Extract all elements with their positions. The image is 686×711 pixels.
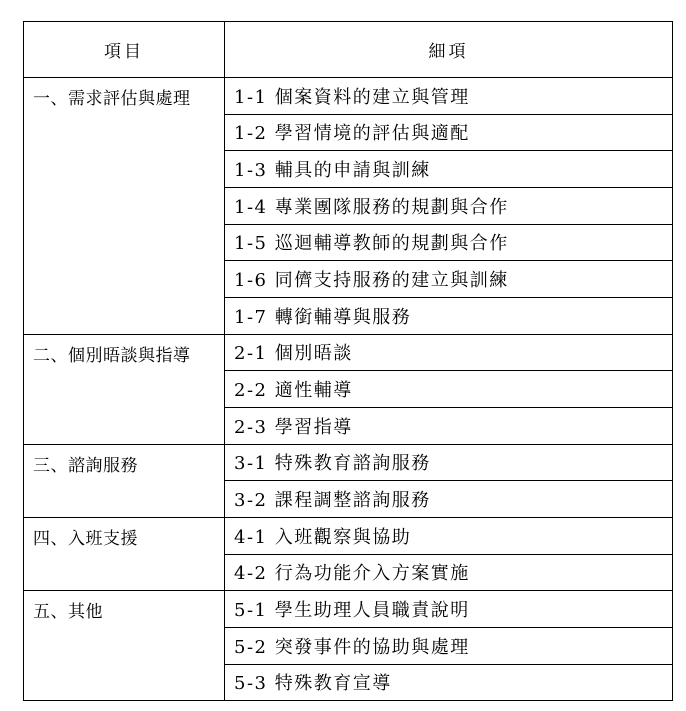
detail-cell: 5-1 學生助理人員職責說明 xyxy=(225,591,673,628)
detail-cell: 1-1 個案資料的建立與管理 xyxy=(225,78,673,115)
detail-cell: 5-3 特殊教育宣導 xyxy=(225,664,673,701)
detail-cell: 4-2 行為功能介入方案實施 xyxy=(225,554,673,591)
detail-cell: 1-4 專業團隊服務的規劃與合作 xyxy=(225,187,673,224)
table-row xyxy=(24,517,673,554)
detail-cell: 2-1 個別晤談 xyxy=(225,334,673,371)
detail-cell: 4-1 入班觀察與協助 xyxy=(225,517,673,554)
item-category-cell: 二、個別晤談與指導 xyxy=(24,334,225,444)
table-header-row xyxy=(24,22,673,78)
table-row xyxy=(24,78,673,115)
table-row xyxy=(24,591,673,628)
detail-cell: 2-2 適性輔導 xyxy=(225,371,673,408)
table-row xyxy=(24,444,673,481)
detail-cell: 5-2 突發事件的協助與處理 xyxy=(225,627,673,664)
header-detail: 細項 xyxy=(225,22,673,78)
detail-cell: 1-2 學習情境的評估與適配 xyxy=(225,114,673,151)
detail-cell: 1-7 轉銜輔導與服務 xyxy=(225,297,673,334)
detail-cell: 3-1 特殊教育諮詢服務 xyxy=(225,444,673,481)
table-body xyxy=(24,78,673,701)
table-row xyxy=(24,334,673,371)
item-category-cell: 一、需求評估與處理 xyxy=(24,78,225,335)
detail-cell: 2-3 學習指導 xyxy=(225,407,673,444)
item-category-cell: 四、入班支援 xyxy=(24,517,225,590)
header-item: 項目 xyxy=(24,22,225,78)
detail-cell: 1-3 輔具的申請與訓練 xyxy=(225,151,673,188)
detail-cell: 1-6 同儕支持服務的建立與訓練 xyxy=(225,261,673,298)
item-category-cell: 三、諮詢服務 xyxy=(24,444,225,517)
services-table xyxy=(23,21,673,701)
item-category-cell: 五、其他 xyxy=(24,591,225,701)
detail-cell: 3-2 課程調整諮詢服務 xyxy=(225,481,673,518)
detail-cell: 1-5 巡迴輔導教師的規劃與合作 xyxy=(225,224,673,261)
